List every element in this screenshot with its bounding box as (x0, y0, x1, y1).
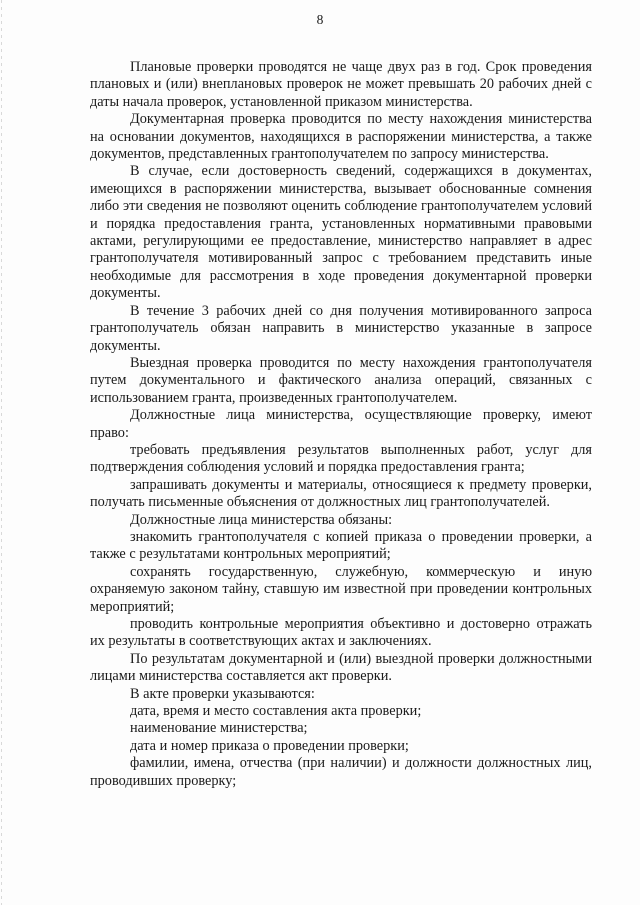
list-item-request-documents: запрашивать документы и материалы, относящиеся к предмету проверки, получать письменные объяснения от должностных лиц грантополучателей. (90, 476, 592, 511)
list-item-objective-control: проводить контрольные мероприятия объективно и достоверно отражать их результаты в соответствующих актах и заключениях. (90, 616, 592, 650)
paragraph-field-inspection: Выездная проверка проводится по месту нахождения грантополучателя путем документального и фактического анализа операций, связанных с использованием гранта, произведенных грантополучателем. (90, 354, 592, 406)
paragraph-response-deadline: В течение 3 рабочих дней со дня получения мотивированного запроса грантополучатель обязан направить в министерство указанные в запросе документы. (90, 302, 592, 354)
list-item-keep-secrets: сохранять государственную, служебную, коммерческую и иную охраняемую законом тайну, ставшую им известной при проведении контрольных мероприятий; (90, 563, 592, 615)
list-item-order-number: дата и номер приказа о проведении проверки; (130, 737, 409, 754)
paragraph-reasoned-request: В случае, если достоверность сведений, содержащихся в документах, имеющихся в распоряжении министерства, вызывает обоснованные сомнения либо эти сведения не позволяют оценить соблюдение грантополучателем условий и порядка предоставления гранта, установленных нормативными правовыми актами, регулирующими ее предоставление, министерство направляет в адрес грантополучателя мотивированный запрос с требованием представить иные необходимые для рассмотрения в ходе проведения документарной проверки документы. (90, 163, 592, 302)
paragraph-officials-duties: Должностные лица министерства обязаны: (130, 511, 393, 528)
list-item-act-date-place: дата, время и место составления акта проверки; (130, 703, 422, 720)
paragraph-act-contents: В акте проверки указываются: (130, 685, 315, 702)
list-item-acquaint-grantee: знакомить грантополучателя с копией приказа о проведении проверки, а также с результатами контрольных мероприятий; (90, 528, 592, 563)
paragraph-planned-inspections: Плановые проверки проводятся не чаще двух раз в год. Срок проведения плановых и (или) внеплановых проверок не может превышать 20 рабочих дней с даты начала проверок, установленной приказом министерства. (90, 59, 592, 110)
scan-edge-mark (1, 0, 2, 905)
list-item-demand-results: требовать предъявления результатов выполненных работ, услуг для подтверждения соблюдения условий и порядка предоставления гранта; (90, 441, 592, 476)
document-body (90, 59, 592, 790)
list-item-inspectors-names: фамилии, имена, отчества (при наличии) и должности должностных лиц, проводивших проверку; (90, 755, 592, 789)
page-number: 8 (316, 12, 324, 27)
paragraph-inspection-act: По результатам документарной и (или) выездной проверки должностными лицами министерства составляется акт проверки. (90, 650, 592, 685)
paragraph-officials-rights: Должностные лица министерства, осуществляющие проверку, имеют право: (90, 407, 592, 441)
paragraph-documentary-inspection: Документарная проверка проводится по месту нахождения министерства на основании документов, находящихся в распоряжении министерства, а также документов, представленных грантополучателем по запросу министерства. (90, 111, 592, 163)
list-item-ministry-name: наименование министерства; (130, 720, 308, 737)
